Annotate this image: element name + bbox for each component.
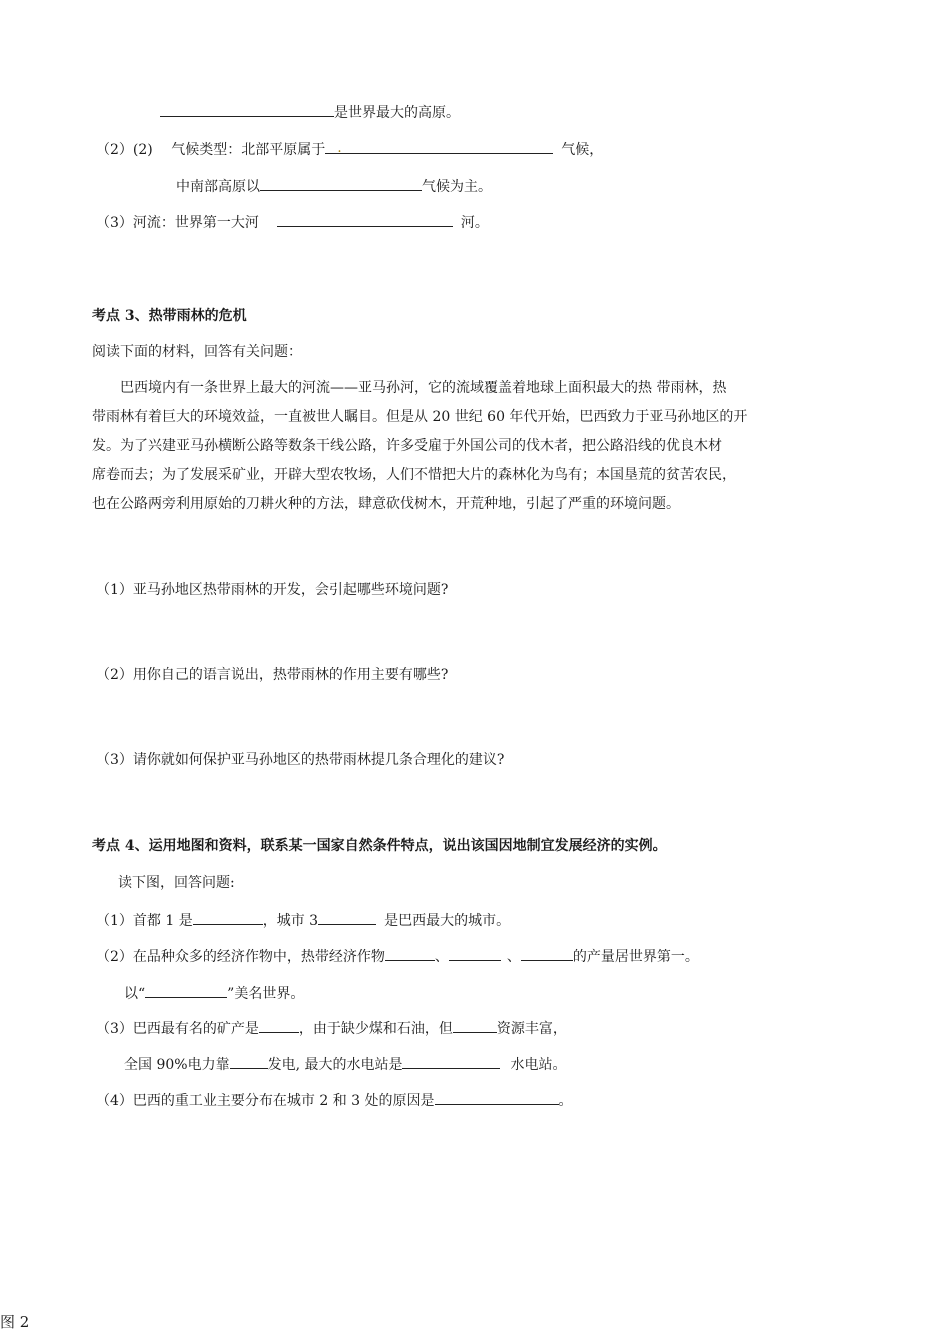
- question-4-2-line2: [124, 982, 304, 1004]
- plateau-suffix: 是世界最大的高原。: [334, 105, 460, 121]
- passage: [92, 374, 862, 519]
- question-4-2: [96, 945, 699, 967]
- passage-line: 巴西境内有一条世界上最大的河流——亚马孙河，它的流域覆盖着地球上面积最大的热 带雨林，热: [120, 380, 727, 396]
- q4-1-text: ，城市 3: [262, 913, 319, 929]
- q4-3-text: 全国 90%电力靠: [124, 1057, 230, 1073]
- climate-suffix: 气候，: [561, 142, 604, 158]
- figure-label: 图 2: [0, 1313, 30, 1331]
- south-suffix: 气候为主。: [422, 179, 492, 195]
- q4-4-text: 。: [558, 1093, 573, 1109]
- question-4-3: [96, 1017, 567, 1039]
- question-3-2: （2）用你自己的语言说出，热带雨林的作用主要有哪些?: [96, 667, 449, 683]
- question-4-3-line2: [124, 1053, 566, 1075]
- q4-2-text: ”美名世界。: [227, 986, 305, 1002]
- q4-4-text: （4）巴西的重工业主要分布在城市 2 和 3 处的原因是: [96, 1093, 435, 1109]
- answer-blank[interactable]: [453, 1017, 497, 1033]
- climate-label: （2）(2) 气候类型：北部平原属于: [96, 142, 326, 158]
- answer-blank[interactable]: [160, 101, 334, 117]
- q4-2-text: 以“: [124, 986, 146, 1002]
- answer-blank[interactable]: [402, 1053, 500, 1069]
- passage-line: 也在公路两旁利用原始的刀耕火种的方法，肆意砍伐树木，开荒种地，引起了严重的环境问题。: [92, 496, 680, 512]
- answer-blank[interactable]: [259, 1017, 299, 1033]
- q4-3-text: 水电站。: [510, 1057, 567, 1073]
- q4-1-text: 是巴西最大的城市。: [384, 913, 511, 929]
- q4-2-text: 、: [506, 949, 521, 965]
- q4-3-text: ，由于缺少煤和石油，但: [298, 1021, 453, 1037]
- q4-3-text: 资源丰富，: [496, 1021, 567, 1037]
- q4-2-text: （2）在品种众多的经济作物中，热带经济作物: [96, 949, 385, 965]
- answer-blank[interactable]: [435, 1089, 559, 1105]
- q4-3-text: 发电, 最大的水电站是: [267, 1057, 403, 1073]
- answer-blank[interactable]: [230, 1053, 268, 1069]
- climate-line: [96, 138, 603, 160]
- river-line: [96, 211, 489, 233]
- section4-heading: 考点 4、运用地图和资料，联系某一国家自然条件特点，说出该国因地制宜发展经济的实例。: [92, 838, 667, 854]
- answer-blank[interactable]: [318, 909, 376, 925]
- river-suffix: 河。: [460, 215, 489, 231]
- stray-dot: .: [337, 140, 342, 156]
- question-4-4: [96, 1089, 573, 1111]
- answer-blank[interactable]: [193, 909, 263, 925]
- south-plateau-line: [176, 175, 492, 197]
- answer-blank[interactable]: [449, 945, 501, 961]
- passage-line: 带雨林有着巨大的环境效益，一直被世人瞩目。但是从 20 世纪 60 年代开始，巴西致力于亚马孙地区的开: [92, 409, 748, 425]
- question-4-1: [96, 909, 510, 931]
- south-prefix: 中南部高原以: [176, 179, 260, 195]
- answer-blank[interactable]: [260, 175, 422, 191]
- passage-line: 发。为了兴建亚马孙横断公路等数条干线公路，许多受雇于外国公司的伐木者，把公路沿线的优良木材: [92, 438, 722, 454]
- passage-line: 席卷而去；为了发展采矿业，开辟大型农牧场，人们不惜把大片的森林化为鸟有；本国垦荒的贫苦农民，: [92, 467, 736, 483]
- answer-blank[interactable]: [145, 982, 227, 998]
- q4-2-text: 、: [434, 949, 449, 965]
- answer-blank[interactable]: [345, 138, 553, 154]
- section4-intro: 读下图，回答问题:: [118, 875, 235, 891]
- section3-heading: 考点 3、热带雨林的危机: [92, 308, 247, 324]
- answer-blank[interactable]: [325, 138, 345, 154]
- question-3-1: （1）亚马孙地区热带雨林的开发，会引起哪些环境问题?: [96, 582, 449, 598]
- answer-blank[interactable]: [385, 945, 435, 961]
- river-prefix: （3）河流：世界第一大河: [96, 215, 259, 231]
- plateau-line: [160, 101, 460, 123]
- q4-2-text: 的产量居世界第一。: [572, 949, 699, 965]
- q4-1-text: （1）首都 1 是: [96, 913, 193, 929]
- question-3-3: （3）请你就如何保护亚马孙地区的热带雨林提几条合理化的建议?: [96, 752, 505, 768]
- q4-3-text: （3）巴西最有名的矿产是: [96, 1021, 259, 1037]
- section3-intro: 阅读下面的材料，回答有关问题：: [92, 344, 302, 360]
- answer-blank[interactable]: [277, 211, 453, 227]
- answer-blank[interactable]: [521, 945, 573, 961]
